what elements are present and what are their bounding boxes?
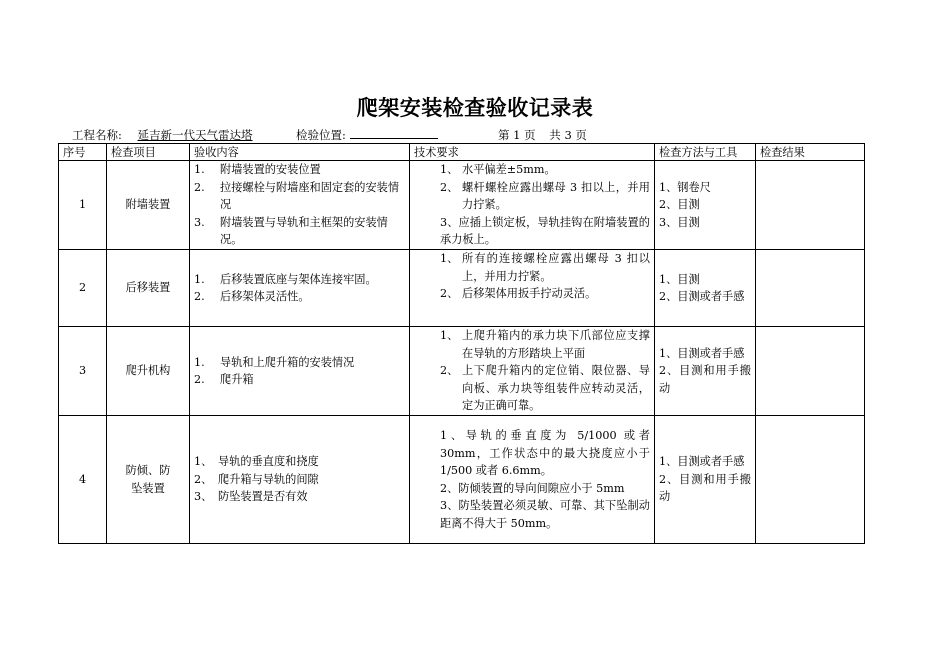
header-cell: 检查项目: [107, 144, 190, 161]
list-item: 2、 后移架体用扳手拧动灵活。: [440, 287, 597, 300]
table-row: [59, 416, 865, 544]
inspection-method: 1、目测或者手感 2、目测和用手搬动: [655, 416, 756, 544]
list-item: 2. 拉接螺栓与附墙座和固定套的安装情况: [194, 180, 400, 212]
table-row: [59, 250, 865, 327]
inspection-table: [58, 143, 865, 544]
list-item: 1、 水平偏差±5mm。: [440, 163, 556, 177]
list-item: 1、 导轨的垂直度和挠度: [194, 455, 319, 469]
location-value: [350, 127, 438, 139]
list-item: 2、 螺杆螺栓应露出螺母 3 扣以上，并用力拧紧。: [440, 180, 650, 212]
inspection-result[interactable]: [756, 161, 865, 250]
inspection-item: 后移装置: [107, 250, 190, 327]
list-item: 3、应插上锁定板，导轨挂钩在附墙装置的承力板上。: [440, 215, 650, 247]
list-item: 1. 后移装置底座与架体连接牢固。: [194, 272, 377, 286]
acceptance-content: [190, 161, 410, 250]
technical-requirements: 1、导轨的垂直度为 5/1000 或者 30mm，工作状态中的最大挠度应小于 1/500 或者 6.6mm。 2、防倾装置的导向间隙应小于 5mm 3、防坠装置必须灵敏、可靠、其下坠制动距离不得大于 50mm。: [410, 416, 655, 544]
inspection-method: 1、目测或者手感 2、目测和用手搬动: [655, 327, 756, 416]
technical-requirements: [410, 161, 655, 250]
inspection-item: 防倾、防坠装置: [107, 416, 190, 544]
table-row: [59, 327, 865, 416]
inspection-result[interactable]: [756, 250, 865, 327]
list-item: 2. 后移架体灵活性。: [194, 290, 310, 303]
list-item: 1. 附墙装置的安装位置: [194, 163, 321, 177]
project-label: 工程名称:: [72, 128, 122, 142]
project-field: [72, 127, 253, 143]
project-value: 延吉新一代天气雷达塔: [137, 128, 253, 142]
table-header-row: [59, 144, 865, 161]
acceptance-content: [190, 250, 410, 327]
inspection-result[interactable]: [756, 327, 865, 416]
list-item: 1、 上爬升箱内的承力块下爪部位应支撑在导轨的方形踏块上平面: [440, 329, 650, 360]
technical-requirements: [410, 327, 655, 416]
header-cell: 序号: [59, 144, 107, 161]
list-item: 1. 导轨和上爬升箱的安装情况: [194, 355, 355, 369]
page-total: 共 3 页: [549, 128, 587, 142]
list-item: 2、 爬升箱与导轨的间隙: [194, 472, 319, 486]
row-number: 2: [59, 250, 107, 327]
inspection-item: 附墙装置: [107, 161, 190, 250]
list-item: 3、 防坠装置是否有效: [194, 490, 308, 504]
inspection-method: 1、钢卷尺 2、目测 3、目测: [655, 161, 756, 250]
row-number: 3: [59, 327, 107, 416]
list-item: 2、 上下爬升箱内的定位销、限位器、导向板、承力块等组装件应转动灵活，定为正确可靠。: [440, 364, 650, 413]
page-indicator: [498, 127, 587, 143]
form-title: 爬架安装检查验收记录表: [356, 96, 594, 120]
header-cell: 验收内容: [190, 144, 410, 161]
header-cell: 技术要求: [410, 144, 655, 161]
inspection-result[interactable]: [756, 416, 865, 544]
acceptance-content: [190, 327, 410, 416]
page-current: 第 1 页: [498, 128, 536, 142]
list-item: 3. 附墙装置与导轨和主框架的安装情况。: [194, 215, 388, 247]
list-item: 2. 爬升箱: [194, 373, 254, 386]
row-number: 4: [59, 416, 107, 544]
technical-requirements: [410, 250, 655, 327]
inspection-item: 爬升机构: [107, 327, 190, 416]
inspection-method: 1、目测 2、目测或者手感: [655, 250, 756, 327]
header-cell: 检查方法与工具: [655, 144, 756, 161]
list-item: 1、 所有的连接螺栓应露出螺母 3 扣以上，并用力拧紧。: [440, 252, 650, 283]
location-label: 检验位置:: [296, 128, 346, 142]
acceptance-content: [190, 416, 410, 544]
row-number: 1: [59, 161, 107, 250]
header-cell: 检查结果: [756, 144, 865, 161]
location-field: [296, 127, 438, 143]
table-row: [59, 161, 865, 250]
